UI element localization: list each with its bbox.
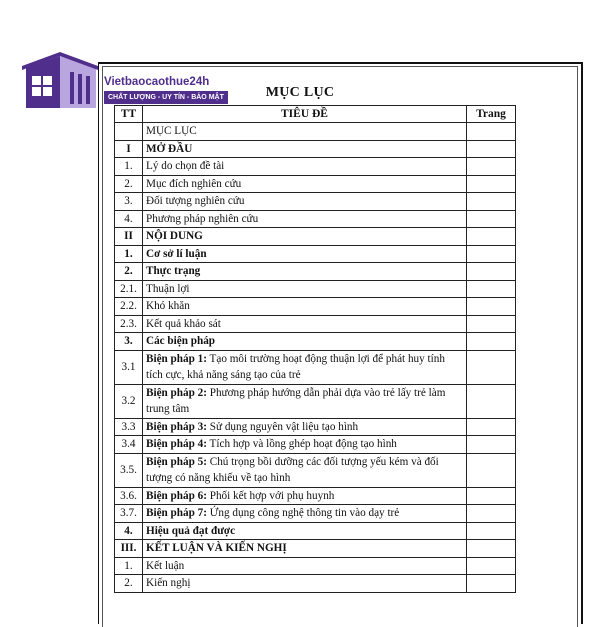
row-number: 3.1 bbox=[115, 350, 143, 384]
row-title bbox=[143, 505, 467, 523]
toc-body bbox=[115, 123, 516, 593]
row-title bbox=[143, 418, 467, 436]
toc-row bbox=[115, 140, 516, 158]
toc-row bbox=[115, 263, 516, 281]
row-number: 4. bbox=[115, 522, 143, 540]
row-page bbox=[467, 245, 516, 263]
row-title: MỤC LỤC bbox=[143, 123, 467, 141]
row-title bbox=[143, 436, 467, 454]
toc-row bbox=[115, 333, 516, 351]
row-number: III. bbox=[115, 540, 143, 558]
toc-row bbox=[115, 522, 516, 540]
toc-row bbox=[115, 298, 516, 316]
row-number: 1. bbox=[115, 245, 143, 263]
row-page bbox=[467, 505, 516, 523]
row-title: KẾT LUẬN VÀ KIẾN NGHỊ bbox=[143, 540, 467, 558]
row-number: 3.3 bbox=[115, 418, 143, 436]
row-page bbox=[467, 333, 516, 351]
header-page: Trang bbox=[467, 106, 516, 123]
row-page bbox=[467, 575, 516, 593]
row-title bbox=[143, 350, 467, 384]
row-number: 1. bbox=[115, 557, 143, 575]
row-title: Kết quả khảo sát bbox=[143, 315, 467, 333]
toc-row bbox=[115, 384, 516, 418]
row-title bbox=[143, 384, 467, 418]
brand-name: Vietbaocaothue24h bbox=[104, 76, 210, 88]
row-number: 2.3. bbox=[115, 315, 143, 333]
toc-row bbox=[115, 245, 516, 263]
row-title: Kết luận bbox=[143, 557, 467, 575]
measure-text: Phương pháp hướng dẫn phải dựa vào trẻ lấy trẻ làm trung tâm bbox=[146, 387, 446, 416]
measure-text: Phối kết hợp với phụ huynh bbox=[206, 489, 335, 502]
row-number: 4. bbox=[115, 210, 143, 228]
measure-label: Biện pháp 3: bbox=[146, 420, 207, 433]
row-title: Lý do chọn đề tài bbox=[143, 158, 467, 176]
row-title: Thực trạng bbox=[143, 263, 467, 281]
measure-label: Biện pháp 2: bbox=[146, 387, 207, 399]
row-page bbox=[467, 350, 516, 384]
row-page bbox=[467, 487, 516, 505]
measure-label: Biện pháp 5: bbox=[146, 456, 207, 468]
row-number: 3.6. bbox=[115, 487, 143, 505]
row-title: Hiệu quả đạt được bbox=[143, 522, 467, 540]
row-page bbox=[467, 280, 516, 298]
toc-row bbox=[115, 315, 516, 333]
row-number: 2. bbox=[115, 575, 143, 593]
row-title: Mục đích nghiên cứu bbox=[143, 175, 467, 193]
toc-row bbox=[115, 540, 516, 558]
toc-row bbox=[115, 350, 516, 384]
row-number: 3.2 bbox=[115, 384, 143, 418]
row-page bbox=[467, 315, 516, 333]
row-title: Các biện pháp bbox=[143, 333, 467, 351]
header-title: TIÊU ĐỀ bbox=[143, 106, 467, 123]
row-number: 2.1. bbox=[115, 280, 143, 298]
toc-row bbox=[115, 123, 516, 141]
toc-table bbox=[114, 105, 516, 593]
watermark-logo bbox=[22, 50, 222, 110]
row-number bbox=[115, 123, 143, 141]
row-number: 3.4 bbox=[115, 436, 143, 454]
measure-text: Ứng dụng công nghệ thông tin vào dạy trẻ bbox=[206, 507, 400, 520]
row-number: 1. bbox=[115, 158, 143, 176]
row-number: 3. bbox=[115, 193, 143, 211]
toc-row bbox=[115, 158, 516, 176]
row-page bbox=[467, 540, 516, 558]
toc-row bbox=[115, 487, 516, 505]
row-title bbox=[143, 487, 467, 505]
measure-text: Sử dụng nguyên vật liệu tạo hình bbox=[206, 420, 359, 433]
row-page bbox=[467, 140, 516, 158]
row-page bbox=[467, 436, 516, 454]
row-title: NỘI DUNG bbox=[143, 228, 467, 246]
measure-label: Biện pháp 7: bbox=[146, 507, 207, 520]
row-title bbox=[143, 453, 467, 487]
row-page bbox=[467, 384, 516, 418]
row-page bbox=[467, 298, 516, 316]
row-title: Đối tượng nghiên cứu bbox=[143, 193, 467, 211]
measure-label: Biện pháp 1: bbox=[146, 353, 207, 365]
toc-row bbox=[115, 280, 516, 298]
row-page bbox=[467, 158, 516, 176]
toc-row bbox=[115, 453, 516, 487]
row-title: Phương pháp nghiên cứu bbox=[143, 210, 467, 228]
toc-row bbox=[115, 575, 516, 593]
toc-row bbox=[115, 436, 516, 454]
row-number: 3.7. bbox=[115, 505, 143, 523]
toc-row bbox=[115, 418, 516, 436]
row-number: I bbox=[115, 140, 143, 158]
row-page bbox=[467, 263, 516, 281]
row-page bbox=[467, 175, 516, 193]
row-title: Khó khăn bbox=[143, 298, 467, 316]
row-page bbox=[467, 228, 516, 246]
measure-label: Biện pháp 6: bbox=[146, 489, 207, 502]
brand-tagline: CHẤT LƯỢNG - UY TÍN - BẢO MẬT bbox=[104, 91, 228, 104]
row-title: Cơ sở lí luận bbox=[143, 245, 467, 263]
row-page bbox=[467, 522, 516, 540]
measure-text: Tạo môi trường hoạt động thuận lợi để phát huy tính tích cực, khả năng sáng tạo của trẻ bbox=[146, 353, 445, 382]
row-title: Thuận lợi bbox=[143, 280, 467, 298]
measure-text: Tích hợp và lồng ghép hoạt động tạo hình bbox=[206, 438, 397, 451]
row-page bbox=[467, 193, 516, 211]
toc-row bbox=[115, 505, 516, 523]
toc-row bbox=[115, 193, 516, 211]
book-house-icon bbox=[22, 50, 100, 110]
row-number: 3.5. bbox=[115, 453, 143, 487]
row-number: II bbox=[115, 228, 143, 246]
toc-row bbox=[115, 557, 516, 575]
measure-text: Chú trọng bồi dưỡng các đối tượng yếu kém và đối tượng có năng khiếu về tạo hình bbox=[146, 456, 439, 485]
row-number: 3. bbox=[115, 333, 143, 351]
row-title: Kiến nghị bbox=[143, 575, 467, 593]
row-title: MỞ ĐẦU bbox=[143, 140, 467, 158]
header-tt: TT bbox=[115, 106, 143, 123]
toc-row bbox=[115, 228, 516, 246]
page-title: MỤC LỤC bbox=[265, 85, 335, 100]
row-page bbox=[467, 557, 516, 575]
toc-row bbox=[115, 175, 516, 193]
row-number: 2. bbox=[115, 263, 143, 281]
row-page bbox=[467, 453, 516, 487]
row-page bbox=[467, 210, 516, 228]
toc-row bbox=[115, 210, 516, 228]
measure-label: Biện pháp 4: bbox=[146, 438, 207, 451]
row-number: 2.2. bbox=[115, 298, 143, 316]
row-page bbox=[467, 418, 516, 436]
row-number: 2. bbox=[115, 175, 143, 193]
row-page bbox=[467, 123, 516, 141]
toc-header-row bbox=[115, 106, 516, 123]
